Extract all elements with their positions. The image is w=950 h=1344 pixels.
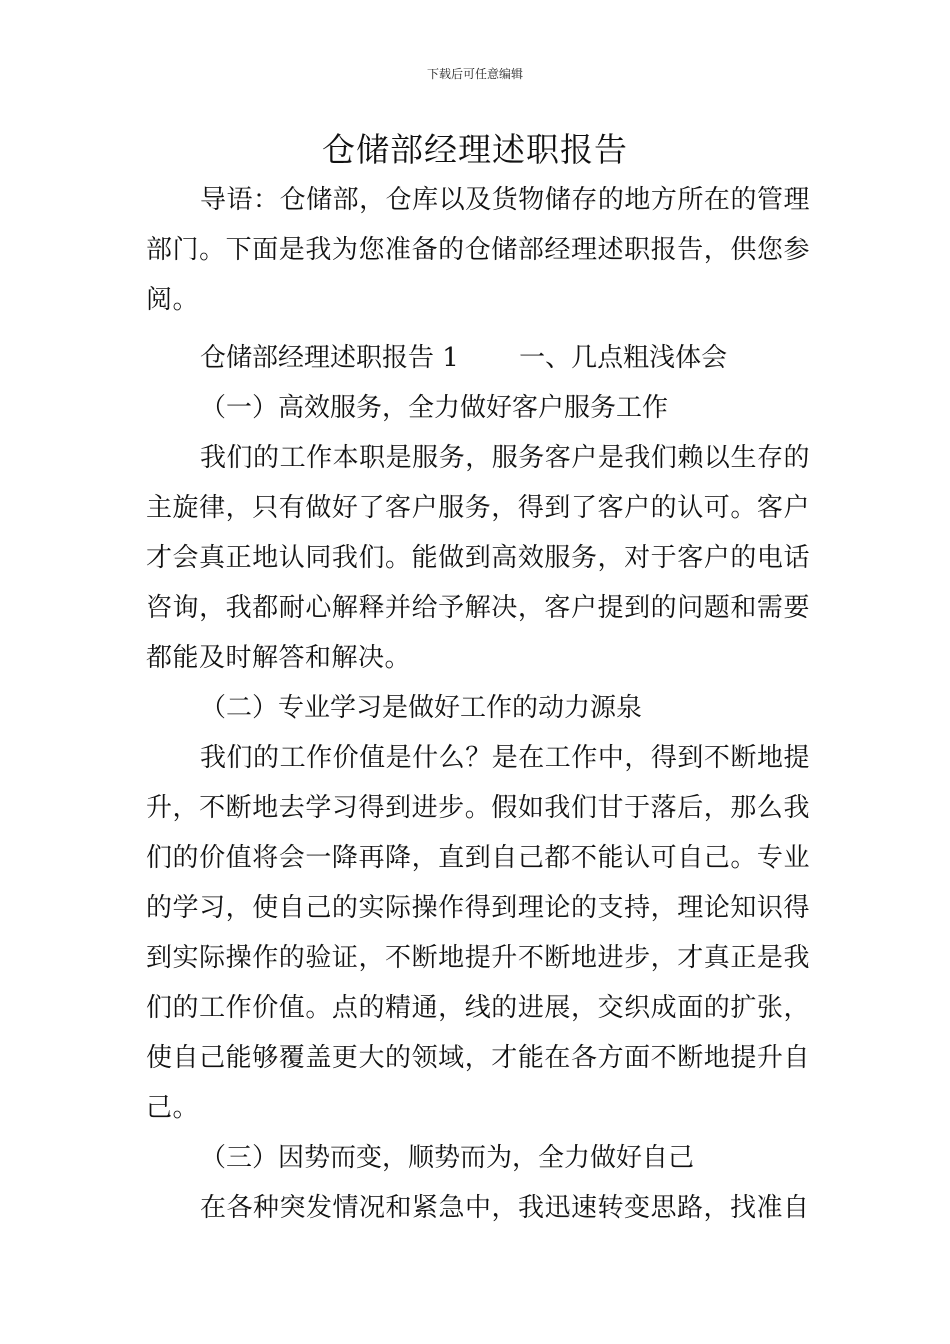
document-title: 仓储部经理述职报告 xyxy=(322,130,628,169)
section-3-heading: （三）因势而变，顺势而为，全力做好自己 xyxy=(200,1143,695,1173)
report-heading: 仓储部经理述职报告 1 一、几点粗浅体会 xyxy=(200,343,728,373)
section-1-paragraph: 我们的工作本职是服务，服务客户是我们赖以生存的主旋律，只有做好了客户服务，得到了客户的认可。客户才会真正地认同我们。能做到高效服务，对于客户的电话咨询，我都耐心解释并给予解决，客户提到的问题和需要都能及时解答和解决。 xyxy=(146,443,810,673)
section-2-paragraph: 我们的工作价值是什么？是在工作中，得到不断地提升，不断地去学习得到进步。假如我们甘于落后，那么我们的价值将会一降再降，直到自己都不能认可自己。专业的学习，使自己的实际操作得到理论的支持，理论知识得到实际操作的验证，不断地提升不断地进步，才真正是我们的工作价值。点的精通，线的进展，交织成面的扩张，使自己能够覆盖更大的领域，才能在各方面不断地提升自己。 xyxy=(146,743,810,1123)
intro-paragraph: 导语：仓储部，仓库以及货物储存的地方所在的管理部门。下面是我为您准备的仓储部经理述职报告，供您参阅。 xyxy=(146,185,810,315)
document-body xyxy=(146,175,810,1233)
section-2-heading: （二）专业学习是做好工作的动力源泉 xyxy=(200,693,643,723)
page-header-note: 下载后可任意编辑 xyxy=(426,67,523,81)
section-1-heading: （一）高效服务，全力做好客户服务工作 xyxy=(200,393,669,423)
section-3-paragraph: 在各种突发情况和紧急中，我迅速转变思路，找准自 xyxy=(200,1193,810,1223)
